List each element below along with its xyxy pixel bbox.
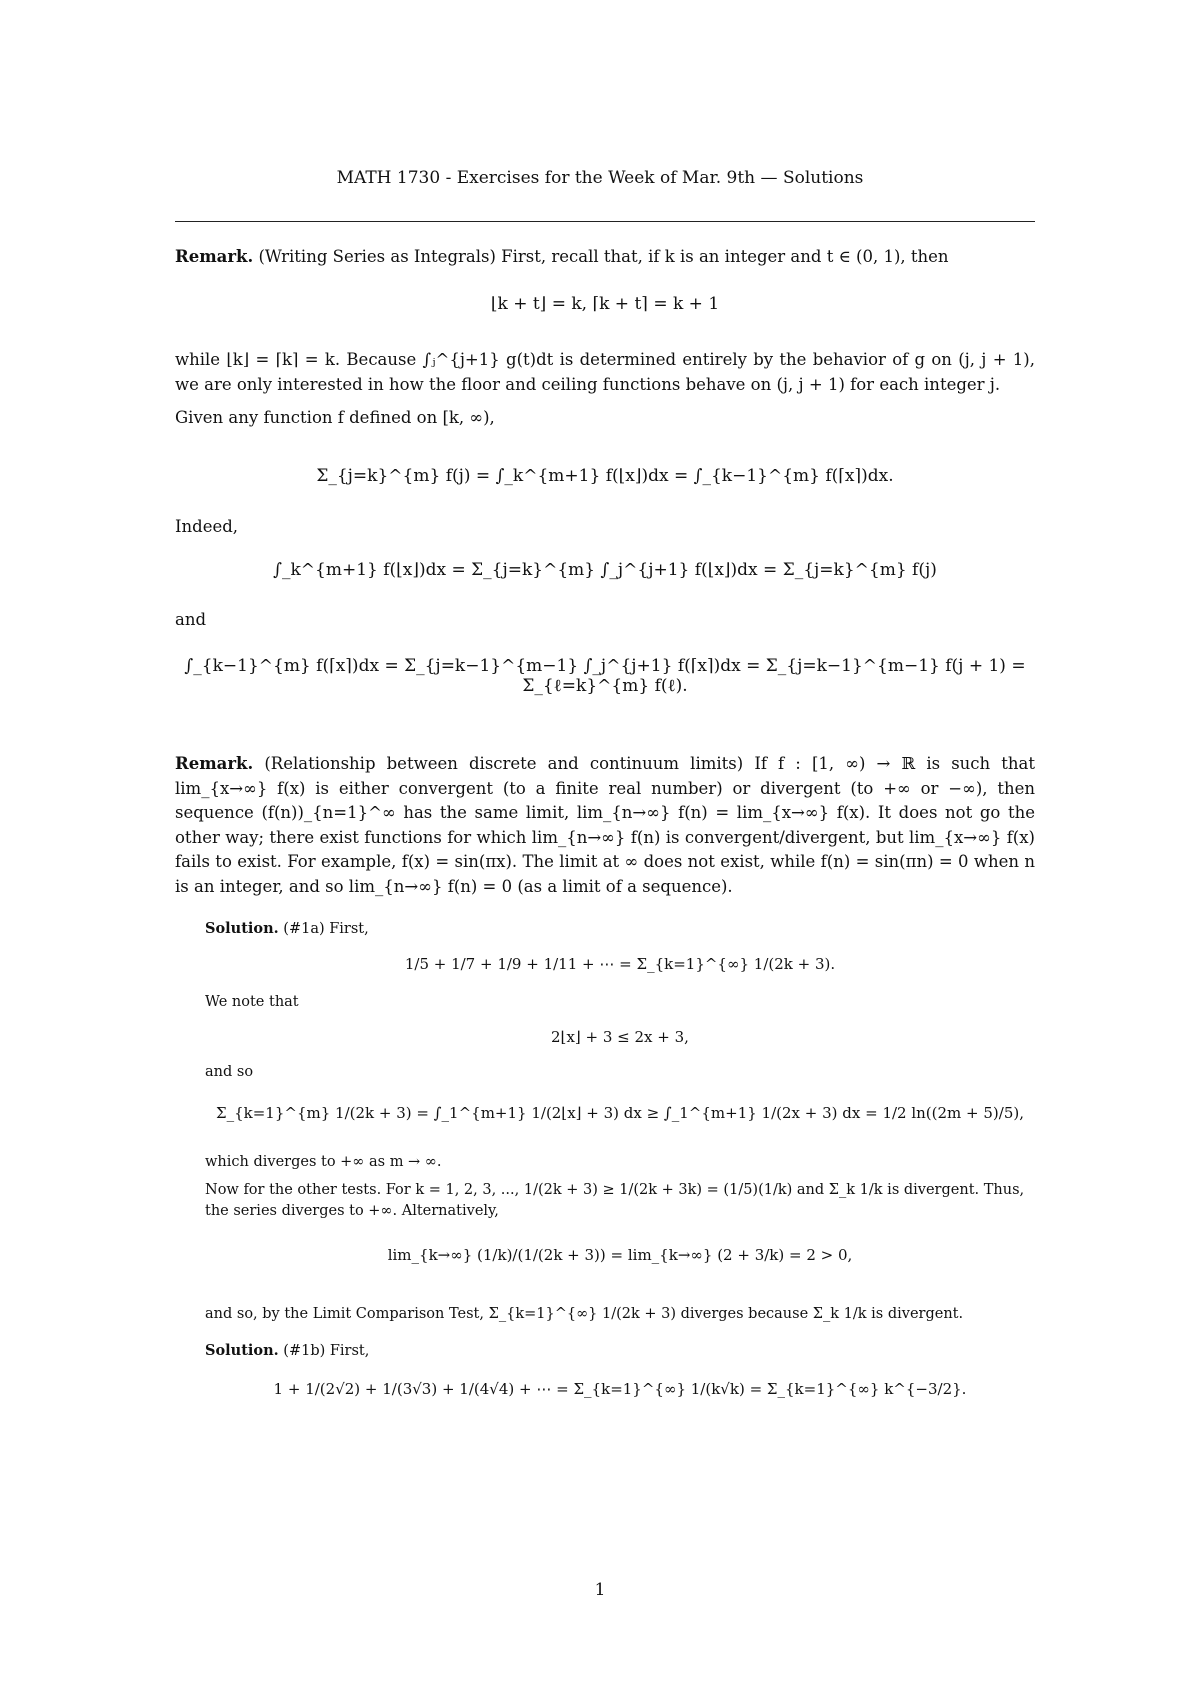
solution1a-label: Solution.: [205, 920, 279, 937]
page-number: 1: [594, 1580, 606, 1600]
remark1-intro-text: (Writing Series as Integrals) First, recall that, if k is an integer and t ∈ (0, 1), then: [258, 247, 949, 266]
remark1-and: and: [175, 610, 207, 629]
solution1a-intro-text: (#1a) First,: [283, 921, 369, 937]
solution1b-intro: [205, 1340, 1035, 1362]
eq-floor-ceil: ⌊k + t⌋ = k, ⌈k + t⌉ = k + 1: [490, 294, 720, 314]
remark2-label: Remark.: [175, 754, 254, 773]
eq-main: Σ_{j=k}^{m} f(j) = ∫_k^{m+1} f(⌊x⌋)dx = ∫_{k−1}^{m} f(⌈x⌉)dx.: [316, 466, 894, 486]
solution1a-other-tests: Now for the other tests. For k = 1, 2, 3, ..., 1/(2k + 3) ≥ 1/(2k + 3k) = (1/5)(1/k) and Σ_k 1/k is divergent. Thus, the series diverges to +∞. Alternatively,: [205, 1182, 1025, 1219]
remark1-intro: [175, 245, 1035, 270]
header-rule: [175, 221, 1035, 222]
solution1a-note: We note that: [205, 994, 299, 1010]
solution1a-eq-limit: lim_{k→∞} (1/k)/(1/(2k + 3)) = lim_{k→∞} (2 + 3/k) = 2 > 0,: [387, 1246, 853, 1264]
remark1-while-text: while ⌊k⌋ = ⌈k⌉ = k. Because ∫ⱼ^{j+1} g(t)dt is determined entirely by the behavior of g on (j, j + 1), we are only interested in how the floor and ceiling functions behave on (j, j + 1) for each integer j.: [175, 350, 1035, 394]
solution1b-eq1: 1 + 1/(2√2) + 1/(3√3) + 1/(4√4) + ⋯ = Σ_{k=1}^{∞} 1/(k√k) = Σ_{k=1}^{∞} k^{−3/2}.: [273, 1380, 967, 1398]
solution1b-intro-text: (#1b) First,: [283, 1343, 370, 1359]
solution1a-lct: and so, by the Limit Comparison Test, Σ_{k=1}^{∞} 1/(2k + 3) diverges because Σ_k 1/k is divergent.: [205, 1306, 964, 1322]
solution1a-intro: [205, 918, 1035, 940]
remark1-label: Remark.: [175, 247, 254, 266]
solution1a-eq1: 1/5 + 1/7 + 1/9 + 1/11 + ⋯ = Σ_{k=1}^{∞} 1/(2k + 3).: [404, 955, 836, 973]
solution1a-diverges: which diverges to +∞ as m → ∞.: [205, 1154, 442, 1170]
remark2-text: (Relationship between discrete and continuum limits) If f : [1, ∞) → ℝ is such that lim_{x→∞} f(x) is either convergent (to a finite real number) or divergent (to +∞ or −∞), then sequence (f(n))_{n=1}^∞ has the same limit, lim_{n→∞} f(n) = lim_{x→∞} f(x). It does not go the other way; there exist functions for which lim_{n→∞} f(n) is convergent/divergent, but lim_{x→∞} f(x) fails to exist. For example, f(x) = sin(πx). The limit at ∞ does not exist, while f(n) = sin(πn) = 0 when n is an integer, and so lim_{n→∞} f(n) = 0 (as a limit of a sequence).: [175, 754, 1035, 896]
eq-and: ∫_{k−1}^{m} f(⌈x⌉)dx = Σ_{j=k−1}^{m−1} ∫_j^{j+1} f(⌈x⌉)dx = Σ_{j=k−1}^{m−1} f(j + 1) = Σ_{ℓ=k}^{m} f(ℓ).: [184, 656, 1026, 696]
solution1b-label: Solution.: [205, 1342, 279, 1359]
page-header: MATH 1730 - Exercises for the Week of Mar. 9th — Solutions: [336, 168, 864, 188]
solution1a-eq2: 2⌊x⌋ + 3 ≤ 2x + 3,: [551, 1028, 689, 1046]
remark1-given-text: Given any function f defined on [k, ∞),: [175, 408, 495, 427]
remark1-indeed: Indeed,: [175, 517, 239, 536]
solution1a-eq3: Σ_{k=1}^{m} 1/(2k + 3) = ∫_1^{m+1} 1/(2⌊x⌋ + 3) dx ≥ ∫_1^{m+1} 1/(2x + 3) dx = 1/2 ln((2m + 5)/5),: [216, 1104, 1024, 1122]
eq-indeed: ∫_k^{m+1} f(⌊x⌋)dx = Σ_{j=k}^{m} ∫_j^{j+1} f(⌊x⌋)dx = Σ_{j=k}^{m} f(j): [273, 560, 937, 580]
solution1a-and-so: and so: [205, 1064, 254, 1080]
remark2-paragraph: [175, 752, 1035, 899]
